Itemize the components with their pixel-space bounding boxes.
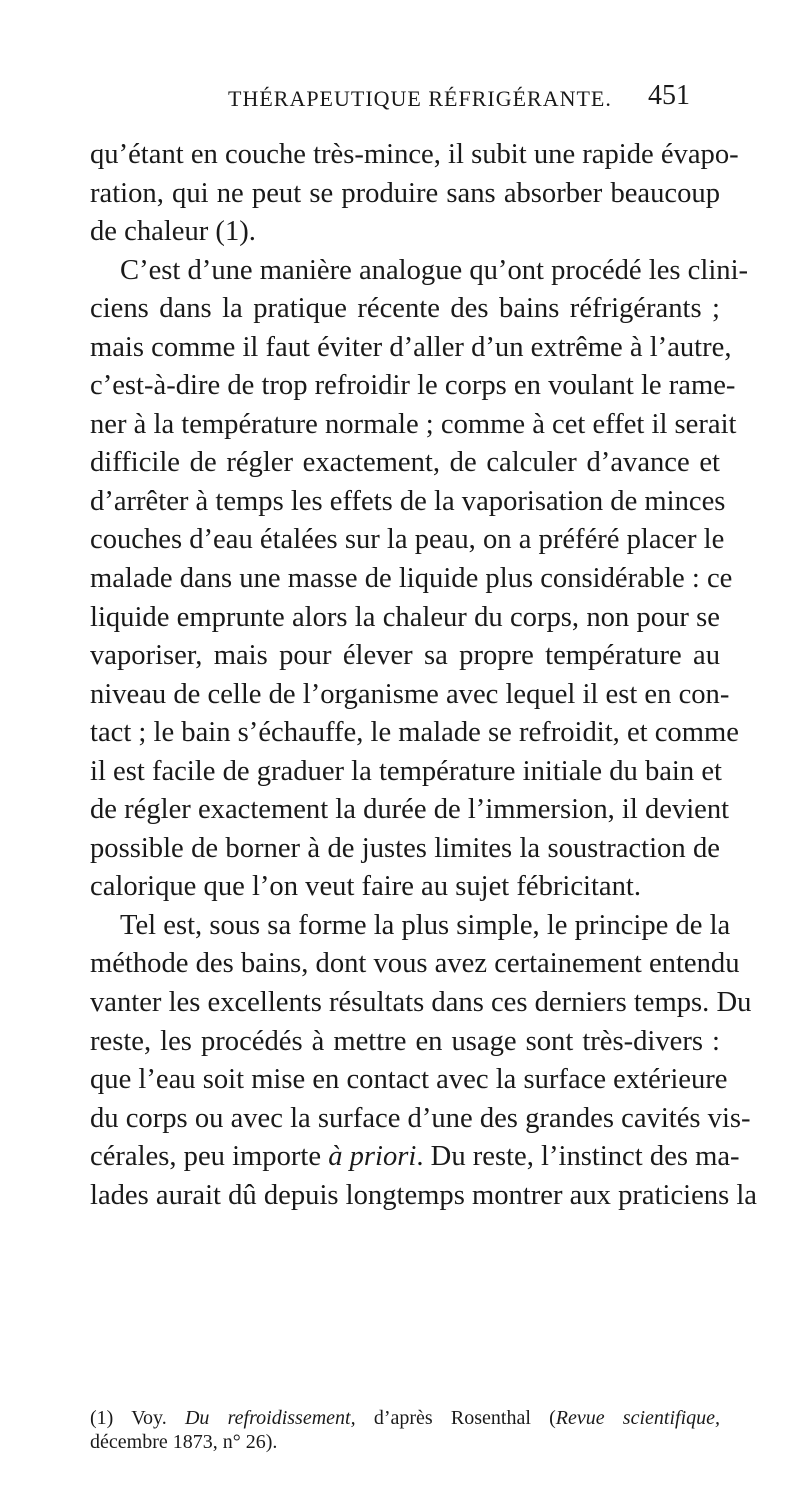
footnote-work-title: Du refroidissement, — [184, 1407, 356, 1429]
text-line: liquide emprunte alors la chaleur du corps, non pour se — [90, 601, 720, 633]
footnote — [90, 1406, 720, 1454]
text-line: vanter les excellents résultats dans ces derniers temps. Du — [90, 987, 752, 1019]
text-line: qu’étant en couche très-mince, il subit une rapide évapo- — [90, 139, 739, 170]
text-line: couches d’eau étalées sur la peau, on a préféré placer le — [90, 524, 725, 556]
text-line: ciens dans la pratique récente des bains réfrigérants ; — [90, 293, 720, 325]
text-line: difficile de régler exactement, de calculer d’avance et — [90, 447, 720, 479]
text-line: il est facile de graduer la température initiale du bain et — [90, 755, 722, 787]
text-line: malade dans une masse de liquide plus considérable : ce — [90, 563, 733, 595]
text-line: de régler exactement la durée de l’immersion, il devient — [90, 794, 730, 826]
text-line: de chaleur (1). — [90, 216, 256, 248]
text-line-mixed — [90, 1138, 740, 1177]
text-line: ner à la température normale ; comme à cet effet il serait — [90, 408, 737, 440]
text-line: du corps ou avec la surface d’une des grandes cavités vis- — [90, 1102, 751, 1134]
footnote-marker: (1) — [90, 1407, 114, 1429]
text-line: Tel est, sous sa forme la plus simple, le principe de la — [120, 909, 731, 941]
text-line: vaporiser, mais pour élever sa propre température au — [90, 640, 720, 672]
text-line: reste, les procédés à mettre en usage sont très-divers : — [90, 1025, 720, 1057]
text-line: d’arrêter à temps les effets de la vaporisation de minces — [90, 485, 726, 517]
text-fragment: cérales, peu importe — [90, 1141, 322, 1173]
footnote-line — [90, 1406, 720, 1430]
text-line: niveau de celle de l’organisme avec lequel il est en con- — [90, 678, 730, 710]
text-line: calorique que l’on veut faire au sujet fébricitant. — [90, 871, 641, 903]
body-text — [90, 136, 757, 1215]
page-number: 451 — [648, 80, 690, 111]
text-line: que l’eau soit mise en contact avec la surface extérieure — [90, 1064, 728, 1096]
text-fragment: . Du reste, l’instinct des ma- — [416, 1141, 740, 1173]
italic-phrase: à priori — [328, 1141, 417, 1173]
running-title: THÉRAPEUTIQUE RÉFRIGÉRANTE. — [228, 86, 612, 111]
footnote-journal-title: Revue scientifique, — [555, 1407, 721, 1429]
text-line: méthode des bains, dont vous avez certainement entendu — [90, 948, 740, 980]
text-line: C’est d’une manière analogue qu’ont procédé les clini- — [120, 254, 749, 286]
footnote-text: d’après Rosenthal ( — [373, 1407, 556, 1429]
footnote-text: Voy. — [131, 1407, 167, 1429]
footnote-line: décembre 1873, n° 26). — [90, 1431, 278, 1453]
text-line: ration, qui ne peut se produire sans absorber beaucoup — [90, 177, 720, 209]
text-line: tact ; le bain s’échauffe, le malade se refroidit, et comme — [90, 717, 739, 749]
text-line: possible de borner à de justes limites la soustraction de — [90, 832, 720, 864]
text-line: c’est-à-dire de trop refroidir le corps en voulant le rame- — [90, 370, 736, 402]
text-line: mais comme il faut éviter d’aller d’un extrême à l’autre, — [90, 331, 732, 363]
text-line: lades aurait dû depuis longtemps montrer aux praticiens la — [90, 1179, 757, 1211]
